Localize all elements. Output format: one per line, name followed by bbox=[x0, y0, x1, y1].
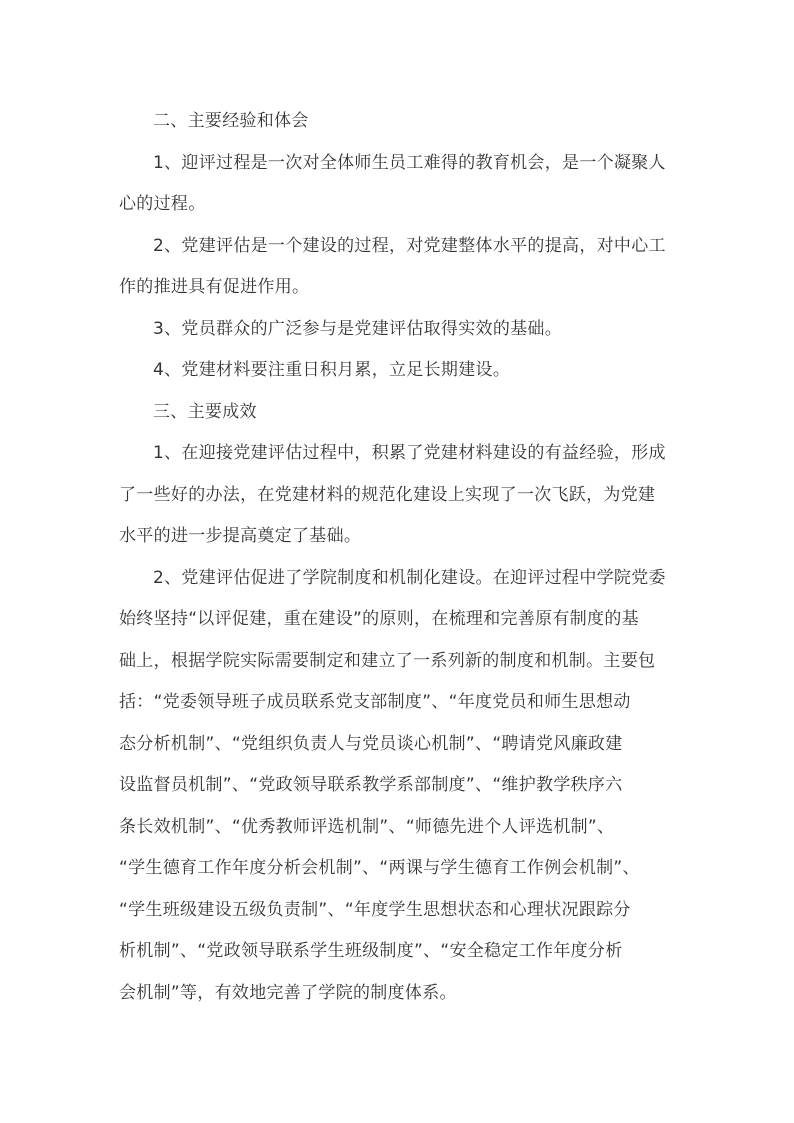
text-line: 1、迎评过程是一次对全体师生员工难得的教育机会，是一个凝聚人 bbox=[153, 152, 666, 173]
text-line: 心的过程。 bbox=[119, 194, 206, 214]
text-line: 础上，根据学院实际需要制定和建立了一系列新的制度和机制。主要包 bbox=[119, 650, 656, 671]
text-line: 了一些好的办法，在党建材料的规范化建设上实现了一次飞跃，为党建 bbox=[119, 484, 656, 505]
text-line: 1、在迎接党建评估过程中，积累了党建材料建设的有益经验，形成 bbox=[153, 443, 666, 463]
text-line: 始终坚持“以评促建，重在建设”的原则，在梳理和完善原有制度的基 bbox=[119, 609, 639, 629]
paragraph-experience-4 bbox=[119, 350, 675, 392]
paragraph-experience-1 bbox=[119, 143, 675, 226]
paragraph-results-2 bbox=[119, 558, 675, 1015]
text-line: 作的推进具有促进作用。 bbox=[119, 277, 310, 297]
text-line: 2、党建评估促进了学院制度和机制化建设。在迎评过程中学院党委 bbox=[153, 567, 666, 588]
text-line: 设监督员机制”、“党政领导联系教学系部制度”、“维护教学秩序六 bbox=[119, 775, 623, 795]
text-line: “学生班级建设五级负责制”、“年度学生思想状态和心理状况跟踪分 bbox=[119, 899, 631, 920]
text-line: 三、主要成效 bbox=[153, 401, 257, 422]
text-line: 3、党员群众的广泛参与是党建评估取得实效的基础。 bbox=[153, 318, 563, 339]
text-line: 态分析机制”、“党组织负责人与党员谈心机制”、“聘请党风廉政建 bbox=[119, 733, 623, 754]
paragraph-experience-3 bbox=[119, 309, 675, 351]
text-line: 4、党建材料要注重日积月累，立足长期建设。 bbox=[153, 360, 511, 380]
paragraph-results-1 bbox=[119, 433, 675, 558]
text-line: 会机制”等，有效地完善了学院的制度体系。 bbox=[119, 982, 457, 1003]
text-line: 析机制”、“党政领导联系学生班级制度”、“安全稳定工作年度分析 bbox=[119, 941, 623, 961]
text-line: 条长效机制”、“优秀教师评选机制”、“师德先进个人评选机制”、 bbox=[119, 816, 615, 837]
heading-experience bbox=[119, 101, 675, 143]
text-line: 二、主要经验和体会 bbox=[153, 111, 309, 131]
paragraph-experience-2 bbox=[119, 226, 675, 309]
text-line: 水平的进一步提高奠定了基础。 bbox=[119, 526, 362, 546]
text-line: 括：“党委领导班子成员联系党支部制度”、“年度党员和师生思想动 bbox=[119, 692, 631, 712]
text-line: “学生德育工作年度分析会机制”、“两课与学生德育工作例会机制”、 bbox=[119, 858, 640, 878]
text-line: 2、党建评估是一个建设的过程，对党建整体水平的提高，对中心工 bbox=[153, 235, 666, 256]
document-page bbox=[119, 101, 675, 1014]
heading-results bbox=[119, 392, 675, 434]
